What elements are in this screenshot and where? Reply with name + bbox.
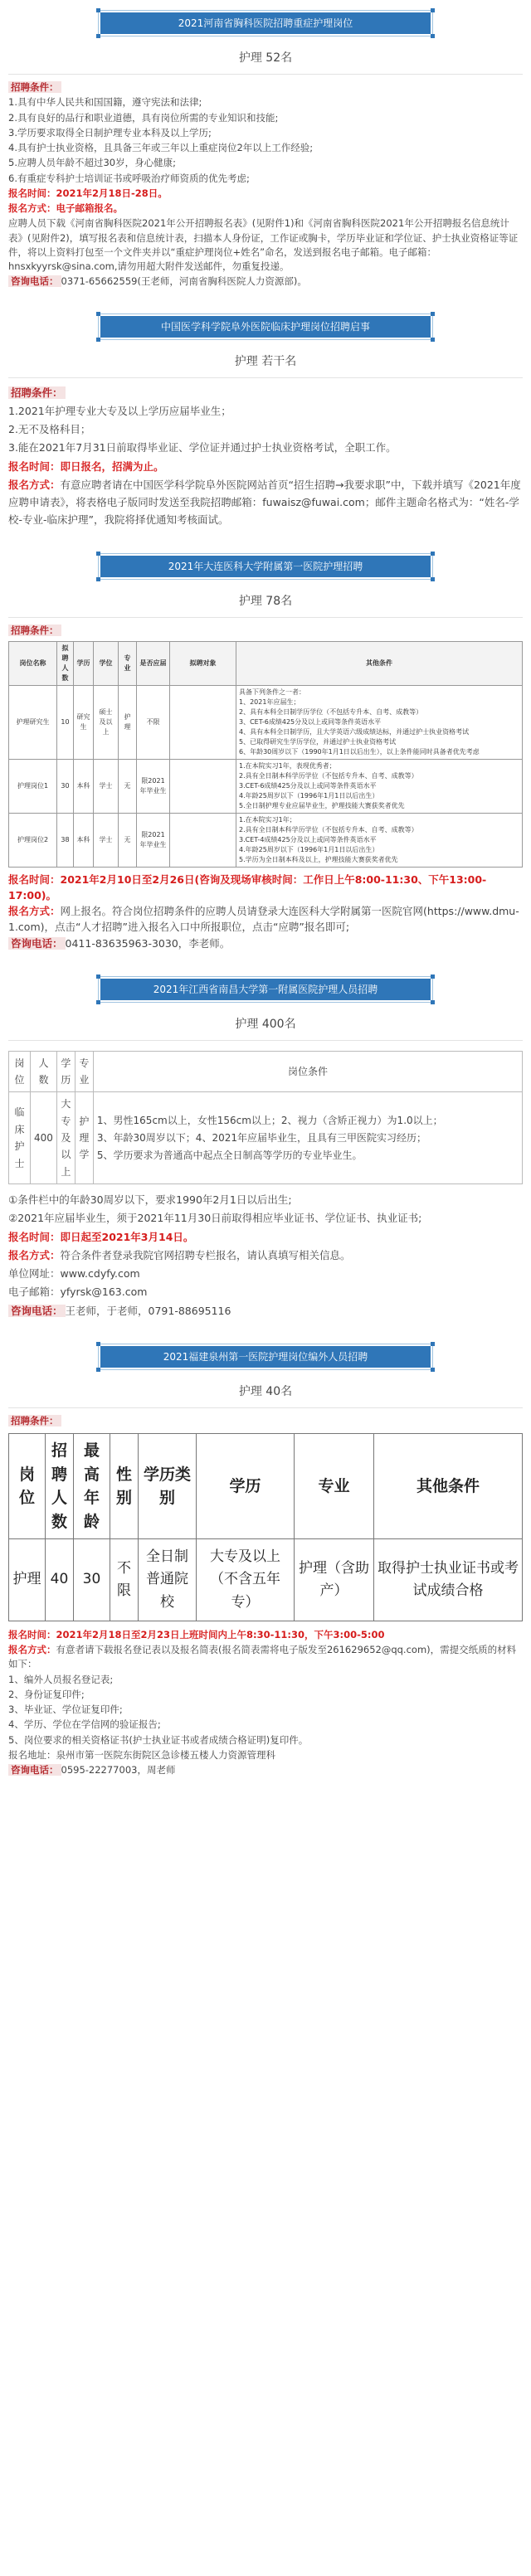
section-nanchang xyxy=(0,966,531,1327)
method-value: 符合条件者登录我院官网招聘专栏报名，请认真填写相关信息。 xyxy=(60,1248,351,1261)
section-banner xyxy=(0,0,531,41)
condition-item: 6.有重症专科护士培训证书或呼吸治疗师资质的优先考虑; xyxy=(8,172,250,184)
conditions-label: 招聘条件： xyxy=(8,386,66,399)
table-header: 岗位 xyxy=(9,1434,46,1539)
time-value: 2021年2月18日至2月23日上班时间内上午8:30-11:30，下午3:00-5:00 xyxy=(56,1628,385,1640)
method-label: 报名方式： xyxy=(8,905,61,918)
table-row xyxy=(9,1092,523,1184)
positions-count: 护理 若干名 xyxy=(234,354,297,368)
time-label: 报名时间： xyxy=(8,459,61,473)
section-banner xyxy=(0,1334,531,1375)
positions-table xyxy=(8,1051,523,1185)
section-fuwai xyxy=(0,304,531,537)
contact-value: 0411-83635963-3030，李老师。 xyxy=(65,936,231,950)
table-cell: 护理 xyxy=(9,1539,46,1621)
contact-value: 王老师，于老师，0791-88695116 xyxy=(65,1304,231,1317)
note-item: ②2021年应届毕业生，须于2021年11月30日前取得相应毕业证书、学位证书、执业证书; xyxy=(8,1212,422,1225)
table-cell: 临床护士 xyxy=(9,1092,31,1184)
condition-item: 1.2021年护理专业大专及以上学历应届毕业生； xyxy=(8,404,231,417)
table-cell: 护理岗位2 xyxy=(9,813,57,867)
table-header: 是否应届 xyxy=(137,641,170,685)
table-row xyxy=(9,1539,523,1621)
table-cell: 30 xyxy=(57,759,74,813)
contact-value: 0595-22277003，周老师 xyxy=(61,1764,176,1776)
positions-table xyxy=(8,1433,523,1621)
table-row xyxy=(9,685,523,759)
table-header: 其他条件 xyxy=(236,641,523,685)
section-banner xyxy=(0,304,531,345)
table-header: 学位 xyxy=(94,641,119,685)
table-cell: 研究生 xyxy=(74,685,94,759)
table-cell: 护理岗位1 xyxy=(9,759,57,813)
table-header: 招聘人数 xyxy=(46,1434,74,1539)
contact-label: 咨询电话： xyxy=(8,1305,66,1317)
unit-url[interactable]: www.cdyfy.com xyxy=(60,1267,140,1281)
table-header: 岗位名称 xyxy=(9,641,57,685)
table-row xyxy=(9,813,523,867)
positions-count: 护理 52名 xyxy=(238,51,293,65)
table-header: 拟聘人数 xyxy=(57,641,74,685)
time-label: 报名时间： xyxy=(8,1230,61,1243)
table-cell: 无 xyxy=(119,759,137,813)
section-title: 2021年江西省南昌大学第一附属医院护理人员招聘 xyxy=(100,979,431,1000)
time-value: 即日报名，招满为止。 xyxy=(60,459,164,473)
table-header: 最高年龄 xyxy=(74,1434,110,1539)
method-label: 报名方式： xyxy=(8,202,56,214)
method-label: 报名方式： xyxy=(8,1248,61,1261)
conditions-label: 招聘条件： xyxy=(8,625,61,636)
method-description: 有意者请下载报名登记表以及报名简表(报名简表需将电子版发至261629652@qq.com)，需提交纸质的材料如下： xyxy=(8,1644,517,1670)
positions-count: 护理 78名 xyxy=(238,594,293,608)
section-title: 中国医学科学院阜外医院临床护理岗位招聘启事 xyxy=(100,316,431,338)
note-item: ①条件栏中的年龄30周岁以下，要求1990年2月1日以后出生; xyxy=(8,1193,292,1207)
table-cell: 1.在本院实习1年，表现优秀者； 2.具有全日制本科学历学位（不包括专升本、自考、成教等） 3.CET-6成绩425分及以上或同等条件英语水平 4.年龄25周岁以下（1996年1月1日以后出生） 5.全日制护理专业应届毕业生，护理技能大赛获奖者优先 xyxy=(236,759,523,813)
table-header: 学历类别 xyxy=(139,1434,197,1539)
material-item: 4、学历、学位在学信网的验证报告; xyxy=(8,1718,161,1731)
table-header: 其他条件 xyxy=(374,1434,523,1539)
table-cell: 护理（含助产） xyxy=(295,1539,374,1621)
contact-label: 咨询电话： xyxy=(8,275,61,287)
table-header: 专业 xyxy=(75,1051,93,1092)
table-cell: 本科 xyxy=(74,813,94,867)
email-value[interactable]: yfyrsk@163.com xyxy=(60,1286,148,1299)
table-cell: 护理 xyxy=(119,685,137,759)
method-description: 网上报名。符合岗位招聘条件的应聘人员请登录大连医科大学附属第一医院官网(https://www.dmu-1.com)，点击“人才招聘”进入报名入口中所报职位，点击“应聘”报名即可; xyxy=(8,905,519,933)
table-row xyxy=(9,759,523,813)
section-title: 2021福建泉州第一医院护理岗位编外人员招聘 xyxy=(100,1346,431,1368)
method-description: 有意应聘者请在中国医学科学院阜外医院网站首页“招生招聘→我要求职”中，下载并填写《2021年度应聘申请表》，将表格电子版同时发送至我院招聘邮箱：fuwaisz@fuwai.com；邮件主题命名格式为：“姓名-学校-专业-临床护理”，我院将择优通知考核面试。 xyxy=(8,478,521,527)
conditions-label: 招聘条件： xyxy=(8,1415,61,1427)
method-description: 应聘人员下载《河南省胸科医院2021年公开招聘报名表》(见附件1)和《河南省胸科医院2021年公开招聘报名信息统计表》(见附件2)，填写报名表和信息统计表，扫描本人身份证，工作证或胸卡，学历毕业证和学位证、护士执业资格证等证件，将以上资料打包至一个文件夹并以“重症护理岗位+姓名”命名，发送到报名电子邮箱。电子邮箱：hnsxkyyrsk@sina.com,请勿用超大附件发送邮件，勿重复投递。 xyxy=(8,217,519,272)
table-cell: 40 xyxy=(46,1539,74,1621)
section-title: 2021年大连医科大学附属第一医院护理招聘 xyxy=(100,556,431,577)
table-cell: 1.在本院实习1年； 2.具有全日制本科学历学位（不包括专升本、自考、成教等） 3.CET-4成绩425分及以上或同等条件英语水平 4.年龄25周岁以下（1996年1月1日以后出生） 5.学历为全日制本科及以上，护理技能大赛获奖者优先 xyxy=(236,813,523,867)
table-cell: 护理学 xyxy=(75,1092,93,1184)
method-value: 电子邮箱报名。 xyxy=(56,202,123,214)
condition-item: 3.学历要求取得全日制护理专业本科及以上学历; xyxy=(8,126,212,139)
material-item: 2、身份证复印件; xyxy=(8,1688,85,1700)
conditions-label: 招聘条件： xyxy=(8,81,61,93)
table-cell: 本科 xyxy=(74,759,94,813)
condition-item: 1.具有中华人民共和国国籍，遵守宪法和法律; xyxy=(8,96,202,109)
address-label: 报名地址： xyxy=(8,1748,56,1761)
condition-item: 2.具有良好的品行和职业道德，具有岗位所需的专业知识和技能; xyxy=(8,111,279,124)
table-cell: 10 xyxy=(57,685,74,759)
table-cell: 大专及以上 xyxy=(56,1092,75,1184)
table-header: 学历 xyxy=(56,1051,75,1092)
method-label: 报名方式： xyxy=(8,478,61,491)
time-label: 报名时间： xyxy=(8,1628,56,1640)
table-header: 学历 xyxy=(74,641,94,685)
table-cell: 大专及以上（不含五年专） xyxy=(197,1539,295,1621)
positions-table xyxy=(8,641,523,868)
section-banner xyxy=(0,966,531,1008)
table-cell: 400 xyxy=(31,1092,57,1184)
table-cell: 全日制普通院校 xyxy=(139,1539,197,1621)
table-header: 拟聘对象 xyxy=(170,641,236,685)
table-header-row xyxy=(9,1434,523,1539)
time-value: 2021年2月10日至2月26日(咨询及现场审核时间：工作日上午8:00-11:30、下午13:00-17:00)。 xyxy=(8,872,487,902)
unit-label: 单位网址： xyxy=(8,1267,61,1281)
table-cell: 学士 xyxy=(94,759,119,813)
material-item: 5、岗位要求的相关资格证书(护士执业证书或者成绩合格证明)复印件。 xyxy=(8,1733,309,1746)
condition-item: 4.具有护士执业资格，且具备三年或三年以上重症岗位2年以上工作经验; xyxy=(8,142,314,153)
position-condition: 1、男性165cm以上，女性156cm以上；2、视力（含矫正视力）为1.0以上； xyxy=(96,1114,443,1126)
table-cell xyxy=(170,685,236,759)
table-cell: 学士 xyxy=(94,813,119,867)
position-condition: 5、学历要求为普通高中起点全日制高等学历的专业毕业生。 xyxy=(96,1149,363,1162)
table-cell: 硕士及以上 xyxy=(94,685,119,759)
condition-item: 2.无不及格科目； xyxy=(8,423,91,435)
table-header-row xyxy=(9,641,523,685)
material-item: 1、编外人员报名登记表; xyxy=(8,1673,114,1685)
table-header: 岗位 xyxy=(9,1051,31,1092)
method-label: 报名方式： xyxy=(8,1644,56,1656)
section-henan xyxy=(0,0,531,297)
table-cell: 取得护士执业证书或考试成绩合格 xyxy=(374,1539,523,1621)
table-cell: 不限 xyxy=(110,1539,139,1621)
email-label: 电子邮箱： xyxy=(8,1286,61,1299)
table-header-row xyxy=(9,1051,523,1092)
position-condition: 3、年龄30周岁以下；4、2021年应届毕业生，且具有三甲医院实习经历； xyxy=(96,1132,426,1145)
table-header: 人数 xyxy=(31,1051,57,1092)
section-banner xyxy=(0,543,531,585)
section-quanzhou xyxy=(0,1334,531,1785)
condition-item: 5.应聘人员年龄不超过30岁，身心健康; xyxy=(8,157,176,169)
table-header: 专业 xyxy=(295,1434,374,1539)
table-cell xyxy=(170,813,236,867)
contact-label: 咨询电话： xyxy=(8,937,66,950)
table-cell: 不限 xyxy=(137,685,170,759)
table-cell xyxy=(93,1092,522,1184)
section-dalian xyxy=(0,543,531,960)
positions-count: 护理 40名 xyxy=(238,1384,293,1398)
material-item: 3、毕业证、学位证复印件; xyxy=(8,1704,123,1716)
table-header: 岗位条件 xyxy=(93,1051,522,1092)
table-cell: 38 xyxy=(57,813,74,867)
table-cell xyxy=(170,759,236,813)
time-label: 报名时间： xyxy=(8,187,56,199)
table-cell: 限2021年毕业生 xyxy=(137,759,170,813)
table-header: 性别 xyxy=(110,1434,139,1539)
section-title: 2021河南省胸科医院招聘重症护理岗位 xyxy=(100,12,431,34)
table-cell: 无 xyxy=(119,813,137,867)
contact-label: 咨询电话： xyxy=(8,1764,61,1776)
time-value: 2021年2月18日-28日。 xyxy=(56,187,168,199)
contact-value: 0371-65662559(王老师，河南省胸科医院人力资源部)。 xyxy=(61,275,307,288)
table-cell: 30 xyxy=(74,1539,110,1621)
positions-count: 护理 400名 xyxy=(235,1017,296,1031)
time-value: 即日起至2021年3月14日。 xyxy=(60,1230,194,1243)
time-label: 报名时间： xyxy=(8,872,61,886)
condition-item: 3.能在2021年7月31日前取得毕业证、学位证并通过护士执业资格考试，全职工作。 xyxy=(8,441,397,454)
table-cell: 具备下列条件之一者： 1、2021年应届生； 2、具有本科全日制学历学位（不包括专升本、自考、成教等） 3、CET-6成绩425分及以上或同等条件英语水平 4、具有本科全日制学历，且大学英语六级成绩达标，并通过护士执业资格考试 5、已取得研究生学历学位，并通过护士执业资格考试 6、年龄30周岁以下（1990年1月1日以后出生），以上条件能同时具备者优先考虑 xyxy=(236,685,523,759)
table-cell: 限2021年毕业生 xyxy=(137,813,170,867)
table-header: 专业 xyxy=(119,641,137,685)
address-value: 泉州市第一医院东街院区急诊楼五楼人力资源管理科 xyxy=(56,1748,275,1761)
table-cell: 护理研究生 xyxy=(9,685,57,759)
table-header: 学历 xyxy=(197,1434,295,1539)
